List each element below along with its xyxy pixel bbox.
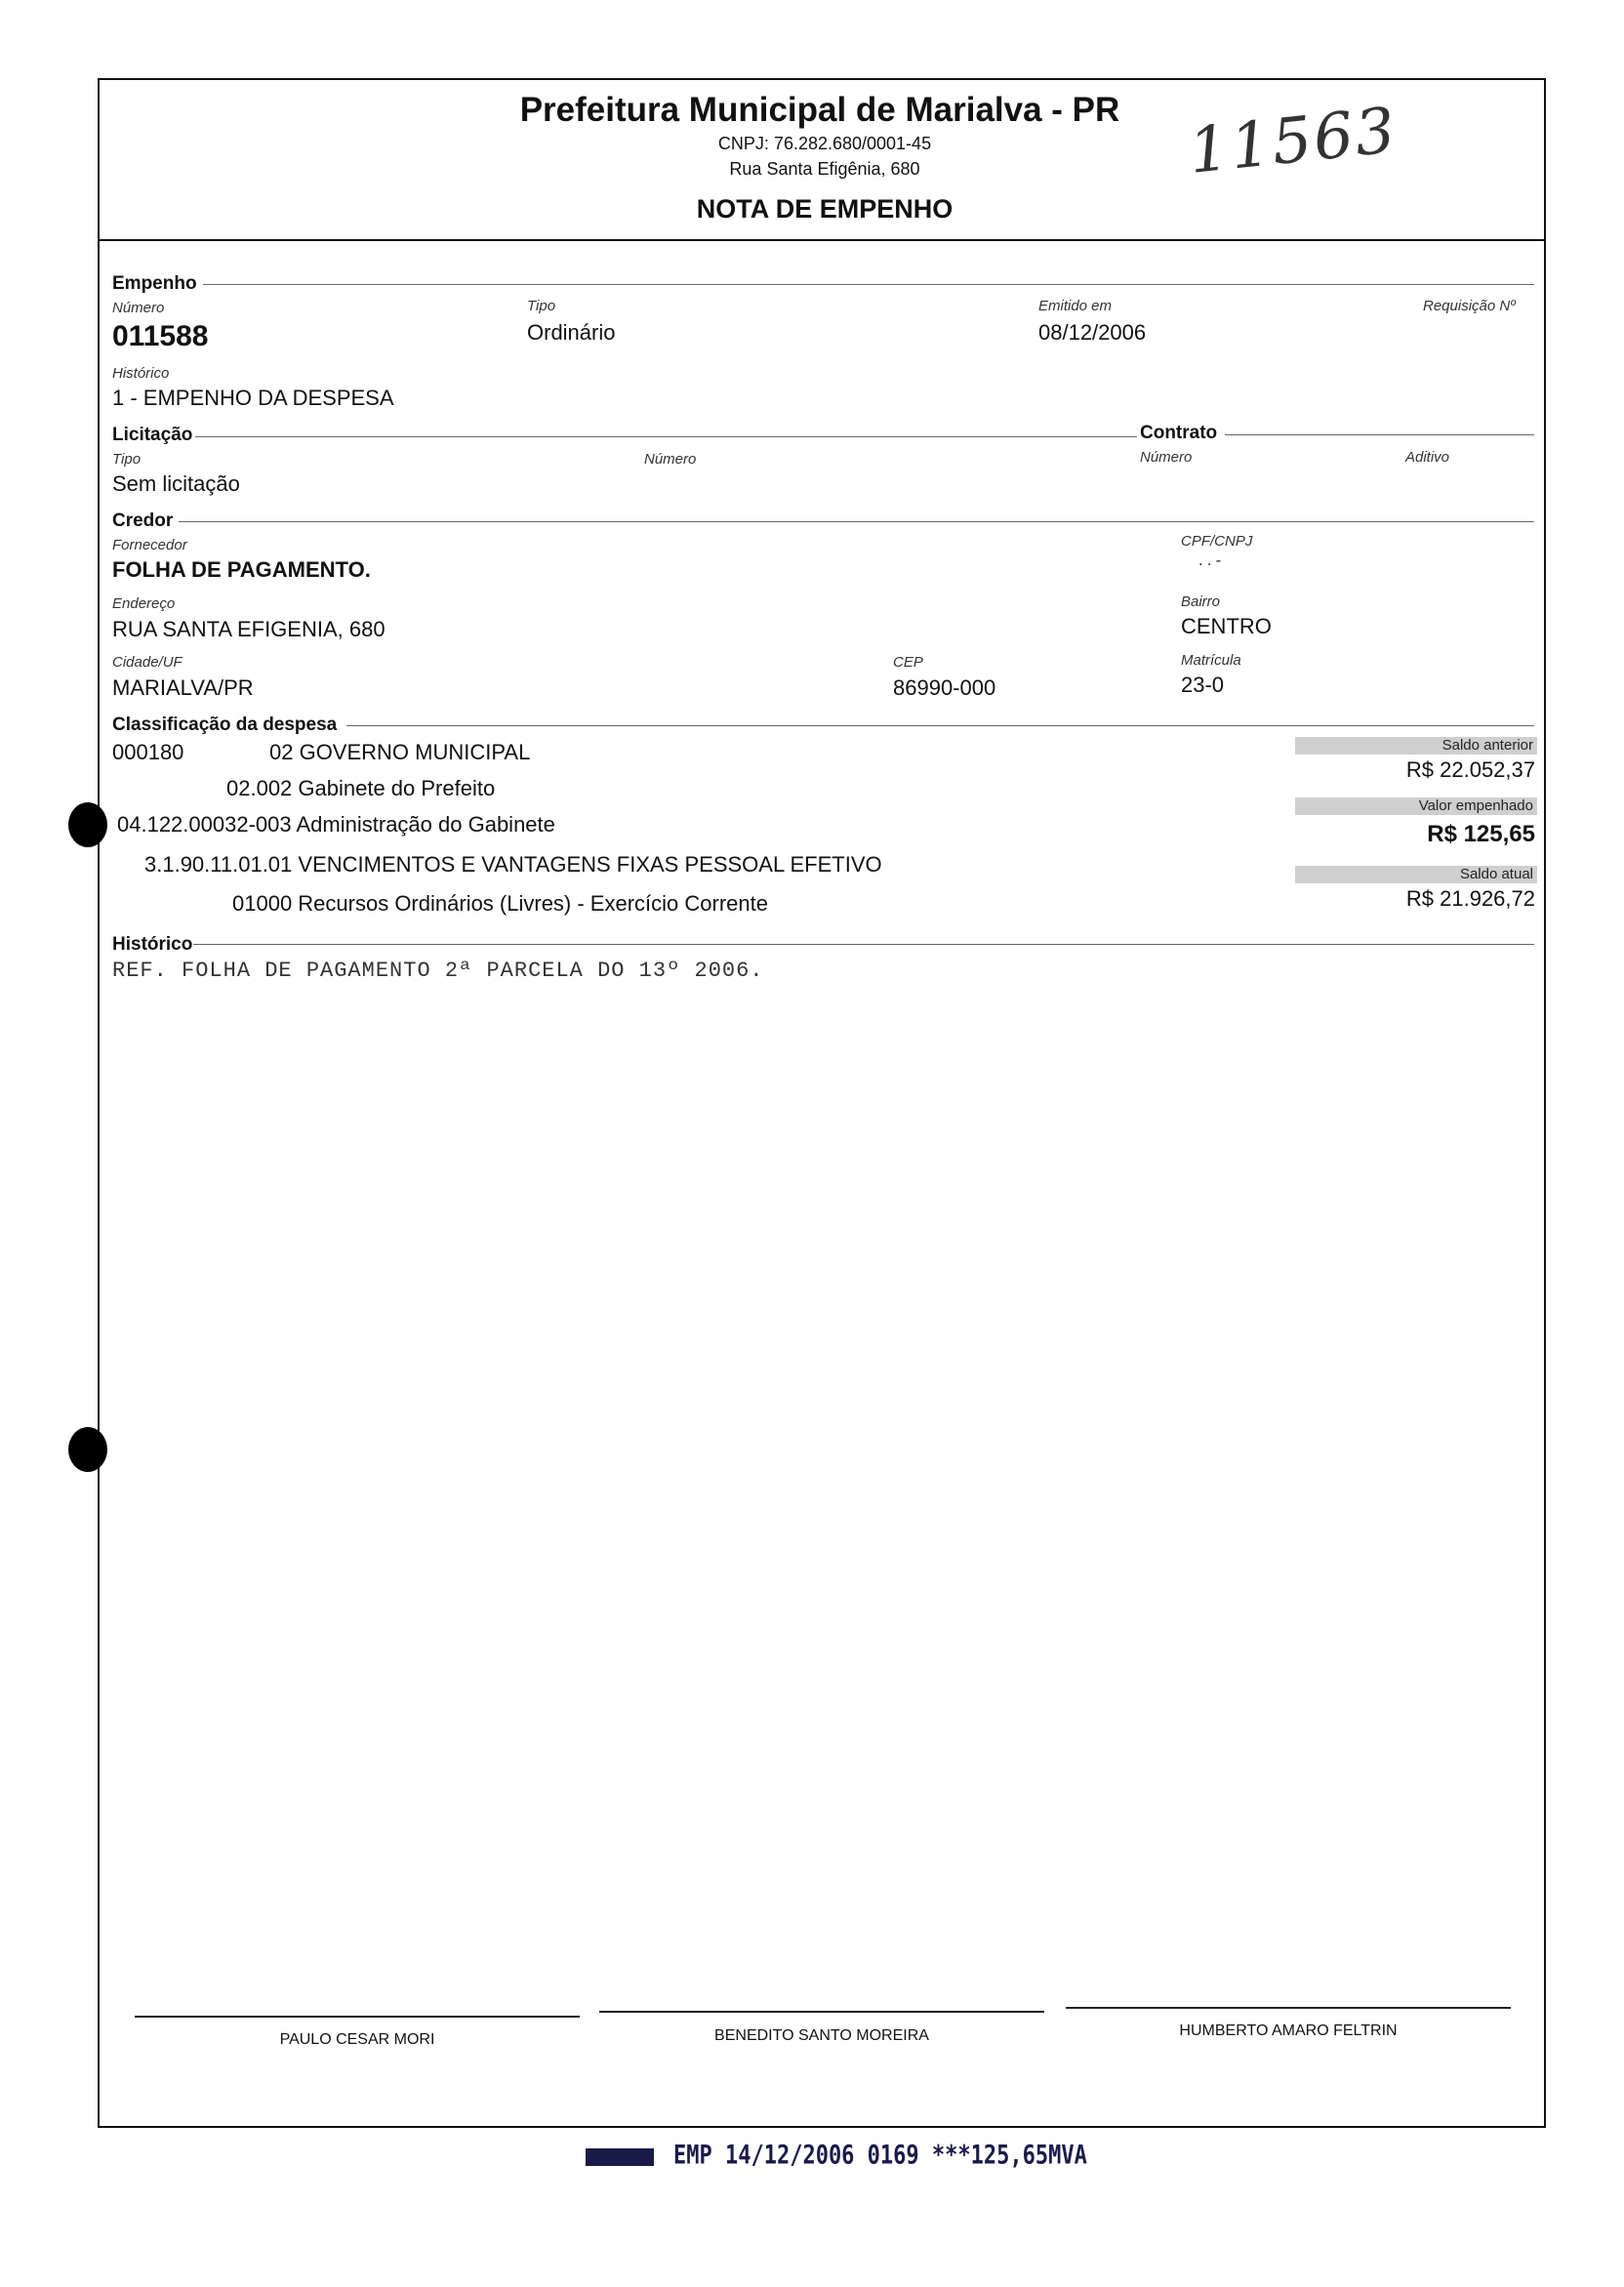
punch-hole — [68, 802, 107, 847]
cpf-value: . . - — [1198, 552, 1222, 569]
endereco-label: Endereço — [112, 595, 176, 612]
emitido-date: 08/12/2006 — [1038, 320, 1147, 345]
signature-line — [135, 2016, 580, 2018]
emitido-label: Emitido em — [1038, 298, 1113, 314]
document-type: NOTA DE EMPENHO — [696, 194, 954, 224]
header-address: Rua Santa Efigênia, 680 — [729, 159, 920, 179]
historico-label: Histórico — [112, 365, 170, 382]
saldo-anterior-label: Saldo anterior — [1295, 737, 1537, 755]
empenho-historico: 1 - EMPENHO DA DESPESA — [112, 386, 394, 410]
licitacao-tipo-label: Tipo — [112, 451, 142, 468]
numero-label: Número — [112, 300, 165, 316]
signature-line — [599, 2011, 1044, 2013]
licitacao-tipo: Sem licitação — [112, 471, 240, 496]
empenho-numero: 011588 — [112, 320, 209, 352]
header-separator — [98, 239, 1546, 241]
bairro-label: Bairro — [1181, 593, 1221, 610]
signature-name-3: HUMBERTO AMARO FELTRIN — [1179, 2022, 1398, 2039]
section-empenho: Empenho — [112, 273, 197, 294]
stamp-logo-icon — [586, 2148, 654, 2166]
requisicao-label: Requisição Nº — [1423, 298, 1516, 314]
section-classificacao: Classificação da despesa — [112, 715, 338, 735]
cidade-value: MARIALVA/PR — [112, 675, 254, 700]
classificacao-orgao: 02 GOVERNO MUNICIPAL — [269, 740, 531, 764]
classificacao-unidade: 02.002 Gabinete do Prefeito — [226, 776, 496, 800]
section-credor: Credor — [112, 510, 174, 531]
section-contrato: Contrato — [1140, 423, 1218, 443]
section-rule — [203, 284, 1534, 285]
page-title: Prefeitura Municipal de Marialva - PR — [519, 91, 1120, 129]
classificacao-fonte: 01000 Recursos Ordinários (Livres) - Exercício Corrente — [232, 891, 768, 916]
signature-name-2: BENEDITO SANTO MOREIRA — [714, 2027, 929, 2044]
section-rule — [1225, 434, 1534, 435]
cidade-label: Cidade/UF — [112, 654, 183, 671]
saldo-atual-label: Saldo atual — [1295, 866, 1537, 883]
contrato-aditivo-label: Aditivo — [1405, 449, 1450, 466]
fornecedor-name: FOLHA DE PAGAMENTO. — [112, 557, 371, 582]
protocol-stamp: EMP 14/12/2006 0169 ***125,65MVA — [673, 2141, 1087, 2171]
section-rule — [179, 521, 1534, 522]
matricula-value: 23-0 — [1181, 673, 1225, 697]
historico-text: REF. FOLHA DE PAGAMENTO 2ª PARCELA DO 13º 2006. — [112, 959, 764, 983]
fornecedor-label: Fornecedor — [112, 537, 187, 553]
classificacao-elemento: 3.1.90.11.01.01 VENCIMENTOS E VANTAGENS FIXAS PESSOAL EFETIVO — [144, 852, 882, 877]
valor-empenhado-label: Valor empenhado — [1295, 797, 1537, 815]
saldo-atual-value: R$ 21.926,72 — [1405, 886, 1535, 911]
header-cnpj: CNPJ: 76.282.680/0001-45 — [717, 134, 932, 153]
contrato-numero-label: Número — [1140, 449, 1193, 466]
section-historico: Histórico — [112, 934, 193, 955]
licitacao-numero-label: Número — [644, 451, 697, 468]
saldo-anterior-value: R$ 22.052,37 — [1405, 757, 1535, 782]
signature-line — [1066, 2007, 1511, 2009]
classificacao-code: 000180 — [112, 740, 184, 764]
section-rule — [346, 725, 1534, 726]
cep-label: CEP — [893, 654, 923, 671]
section-rule — [195, 436, 1137, 437]
bairro-value: CENTRO — [1181, 614, 1272, 638]
tipo-label: Tipo — [527, 298, 556, 314]
endereco-value: RUA SANTA EFIGENIA, 680 — [112, 617, 386, 641]
valor-empenhado-value: R$ 125,65 — [1427, 821, 1535, 847]
matricula-label: Matrícula — [1181, 652, 1241, 669]
cpf-label: CPF/CNPJ — [1181, 533, 1253, 550]
cep-value: 86990-000 — [893, 675, 996, 700]
punch-hole — [68, 1427, 107, 1472]
section-licitacao: Licitação — [112, 425, 193, 445]
section-rule — [193, 944, 1534, 945]
classificacao-funcional: 04.122.00032-003 Administração do Gabinete — [117, 812, 555, 837]
empenho-tipo: Ordinário — [527, 320, 616, 345]
signature-name-1: PAULO CESAR MORI — [279, 2031, 435, 2048]
handwritten-number: 11563 — [1185, 95, 1401, 188]
